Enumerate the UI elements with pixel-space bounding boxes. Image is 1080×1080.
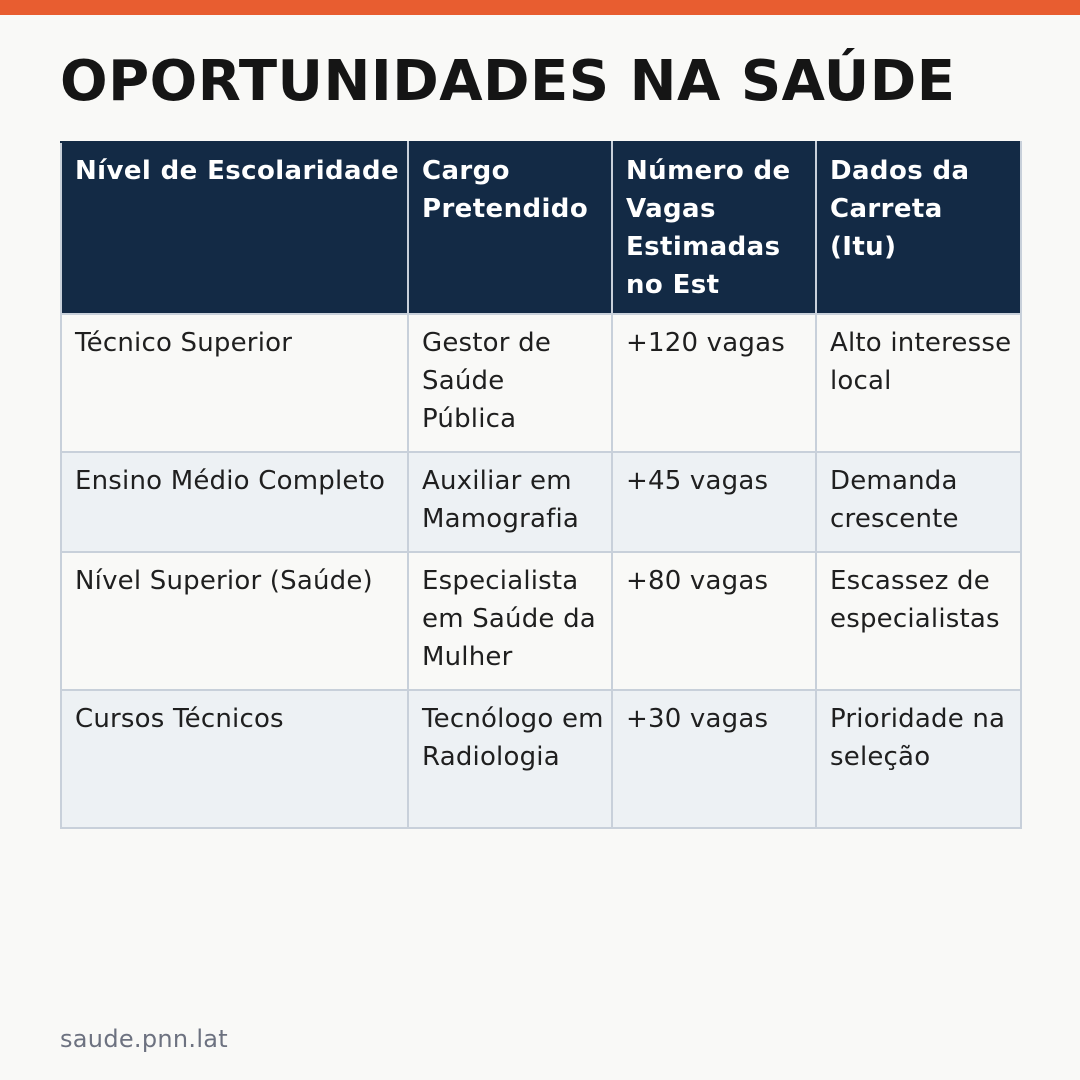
table-row	[61, 552, 1021, 690]
cell-cargo: Gestor de Saúde Pública	[408, 314, 612, 452]
cell-carreta: Prioridade na seleção	[816, 690, 1021, 828]
accent-bar	[0, 0, 1080, 15]
cell-vagas: +30 vagas	[612, 690, 816, 828]
opportunities-table	[60, 141, 1022, 829]
cell-carreta: Alto interesse local	[816, 314, 1021, 452]
cell-vagas: +80 vagas	[612, 552, 816, 690]
header-cargo: Cargo Pretendido	[408, 142, 612, 314]
cell-cargo: Especialista em Saúde da Mulher	[408, 552, 612, 690]
cell-escolaridade: Cursos Técnicos	[61, 690, 408, 828]
header-carreta: Dados da Carreta (Itu)	[816, 142, 1021, 314]
footer-url: saude.pnn.lat	[60, 1025, 229, 1053]
cell-cargo: Auxiliar em Mamografia	[408, 452, 612, 552]
table-row	[61, 314, 1021, 452]
cell-escolaridade: Técnico Superior	[61, 314, 408, 452]
header-vagas: Número de Vagas Estimadas no Est	[612, 142, 816, 314]
cell-carreta: Demanda crescente	[816, 452, 1021, 552]
cell-vagas: +120 vagas	[612, 314, 816, 452]
cell-cargo: Tecnólogo em Radiologia	[408, 690, 612, 828]
header-escolaridade: Nível de Escolaridade	[61, 142, 408, 314]
cell-escolaridade: Ensino Médio Completo	[61, 452, 408, 552]
table-row	[61, 452, 1021, 552]
cell-carreta: Escassez de especialistas	[816, 552, 1021, 690]
table-header-row	[61, 142, 1021, 314]
page-title: OPORTUNIDADES NA SAÚDE	[60, 49, 956, 114]
table-row	[61, 690, 1021, 828]
cell-escolaridade: Nível Superior (Saúde)	[61, 552, 408, 690]
cell-vagas: +45 vagas	[612, 452, 816, 552]
